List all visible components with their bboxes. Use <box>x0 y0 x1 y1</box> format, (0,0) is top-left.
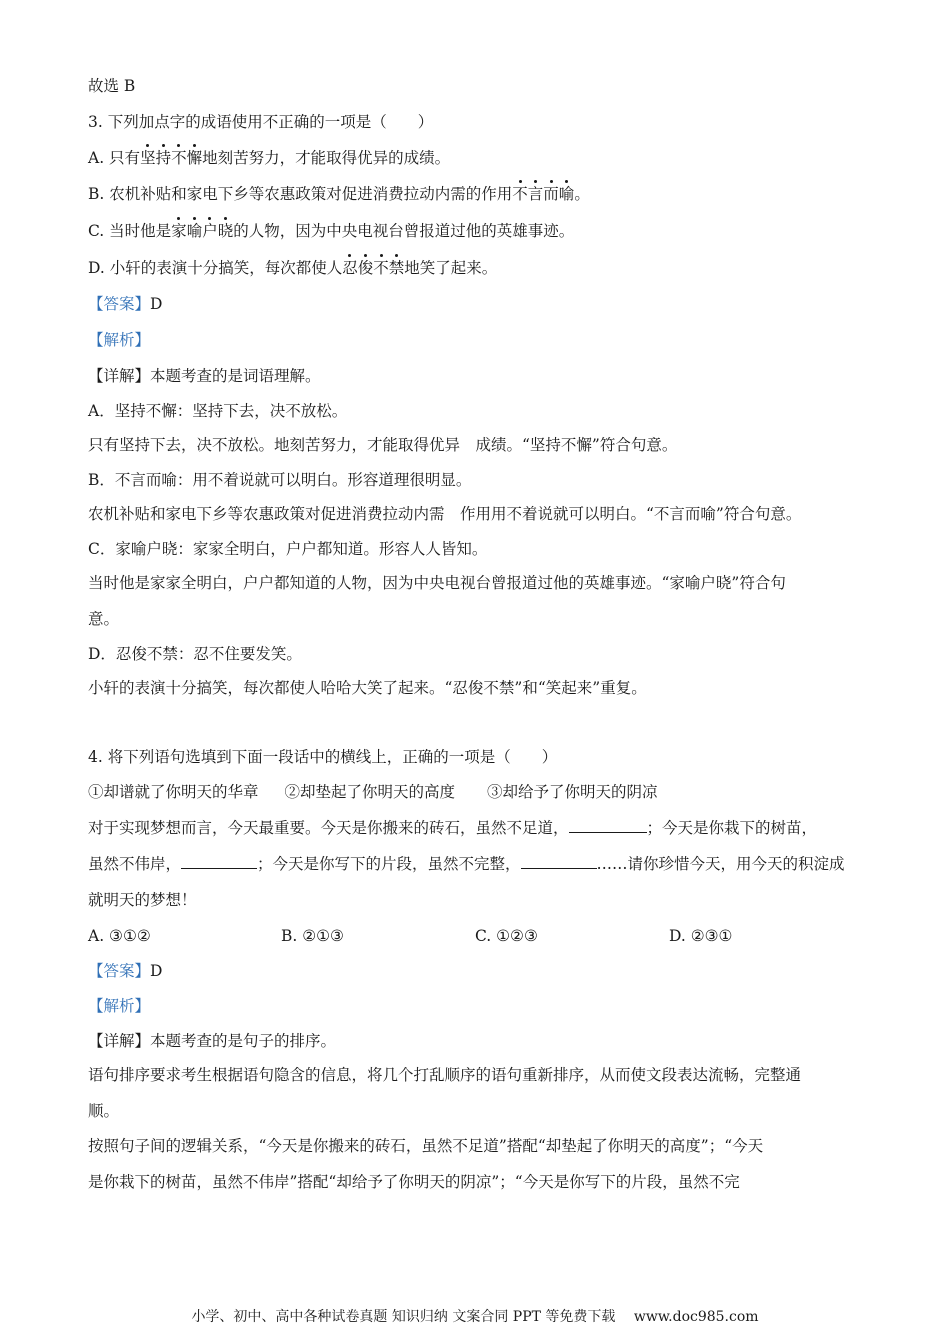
q3-explanation-line: D．忍俊不禁：忍不住要发笑。 <box>88 645 302 663</box>
q4-answer <box>88 960 162 982</box>
answer-label: 【答案】 <box>88 295 151 313</box>
q4-detail: 【详解】本题考查的是句子的排序。 <box>88 1032 337 1050</box>
q3-explanation-line: B．不言而喻：用不着说就可以明白。形容道理很明显。 <box>88 471 472 489</box>
q4-option-c: C. ①②③ <box>475 927 538 945</box>
previous-answer-tail: 故选 B <box>88 77 136 95</box>
q4-option-b: B. ②①③ <box>281 927 344 945</box>
dotted-character: 不 <box>171 149 187 167</box>
dotted-idiom <box>140 149 202 167</box>
dotted-character: 不 <box>373 259 389 277</box>
q4-option-a: A. ③①② <box>88 927 151 945</box>
q4-passage-line: 对于实现梦想而言，今天最重要。今天是你搬来的砖石，虽然不足道， ；今天是你栽下的树苗， <box>88 816 817 839</box>
answer-label: 【答案】 <box>88 962 151 980</box>
answer-value: D <box>150 295 163 313</box>
q4-sentence-3: ③却给予了你明天的阴凉 <box>487 783 658 801</box>
q3-analysis-label: 【解析】 <box>88 331 151 349</box>
q3-detail: 【详解】本题考查的是词语理解。 <box>88 367 321 385</box>
q3-answer <box>88 293 162 315</box>
dotted-character: 忍 <box>342 259 358 277</box>
dotted-character: 喻 <box>186 222 203 240</box>
dotted-idiom <box>512 185 574 203</box>
dotted-character: 晓 <box>217 222 234 240</box>
dotted-character: 不 <box>512 185 528 203</box>
q4-explanation-line: 按照句子间的逻辑关系，“今天是你搬来的砖石，虽然不足道”搭配“却垫起了你明天的高度”；“今天 <box>88 1137 764 1155</box>
fill-blank-1 <box>569 816 647 833</box>
q4-sentence-2: ②却垫起了你明天的高度 <box>284 783 456 801</box>
q3-option-a: A. 只有坚持不懈地刻苦努力，才能取得优异的成绩。 <box>88 149 451 167</box>
answer-value: D <box>150 962 163 980</box>
dotted-character: 喻 <box>558 185 575 203</box>
dotted-character: 禁 <box>388 259 405 277</box>
q3-explanation-line: A．坚持不懈：坚持下去，决不放松。 <box>88 402 348 420</box>
detail-label: 【详解】 <box>88 1032 151 1050</box>
detail-label: 【详解】 <box>88 367 151 385</box>
q4-passage-line: 虽然不伟岸， ；今天是你写下的片段，虽然不完整， ……请你珍惜今天，用今天的积淀成 <box>88 852 845 875</box>
q3-option-c: C. 当时他是家喻户晓的人物，因为中央电视台曾报道过他的英雄事迹。 <box>88 222 575 240</box>
dotted-character: 坚 <box>140 149 156 167</box>
q4-explanation-line: 是你栽下的树苗，虽然不伟岸”搭配“却给予了你明天的阴凉”；“今天是你写下的片段，虽然不完 <box>88 1173 740 1191</box>
q3-explanation-line: 只有坚持下去，决不放松。地刻苦努力，才能取得优异 成绩。“坚持不懈”符合句意。 <box>88 436 678 454</box>
dotted-character: 持 <box>155 149 172 167</box>
q3-explanation-line: 意。 <box>88 610 120 628</box>
fill-blank-2 <box>181 852 257 869</box>
dotted-character: 户 <box>202 222 218 240</box>
q4-explanation-line: 语句排序要求考生根据语句隐含的信息，将几个打乱顺序的语句重新排序，从而使文段表达流畅，完整通 <box>88 1066 802 1084</box>
dotted-idiom <box>342 259 404 277</box>
q4-option-d: D. ②③① <box>669 927 733 945</box>
dotted-character: 而 <box>543 185 559 203</box>
q4-sentence-options <box>88 781 658 803</box>
q3-explanation-line: 小轩的表演十分搞笑，每次都使人哈哈大笑了起来。“忍俊不禁”和“笑起来”重复。 <box>88 679 647 697</box>
dotted-character: 俊 <box>357 259 374 277</box>
q3-option-d: D. 小轩的表演十分搞笑，每次都使人忍俊不禁地笑了起来。 <box>88 259 498 277</box>
fill-blank-3 <box>521 852 597 869</box>
q3-explanation-line: 农机补贴和家电下乡等农惠政策对促进消费拉动内需 作用用不着说就可以明白。“不言而喻”符合句意。 <box>88 505 802 523</box>
dotted-idiom <box>171 222 233 240</box>
q3-stem: 3. 下列加点字的成语使用不正确的一项是（ ） <box>88 113 434 131</box>
q4-passage-line: 就明天的梦想！ <box>88 891 197 909</box>
dotted-character: 言 <box>527 185 544 203</box>
page-footer: 小学、初中、高中各种试卷真题 知识归纳 文案合同 PPT 等免费下载 www.doc985.com <box>191 1309 759 1325</box>
q4-explanation-line: 顺。 <box>88 1102 120 1120</box>
dotted-character: 家 <box>171 222 187 240</box>
q3-explanation-line: C．家喻户晓：家家全明白，户户都知道。形容人人皆知。 <box>88 540 488 558</box>
dotted-character: 懈 <box>186 149 203 167</box>
q3-explanation-line: 当时他是家家全明白，户户都知道的人物，因为中央电视台曾报道过他的英雄事迹。“家喻户晓”符合句 <box>88 574 786 592</box>
q4-analysis-label: 【解析】 <box>88 997 151 1015</box>
q3-option-b: B. 农机补贴和家电下乡等农惠政策对促进消费拉动内需的作用不言而喻。 <box>88 185 590 203</box>
q4-sentence-1: ①却谱就了你明天的华章 <box>88 783 259 801</box>
q4-stem: 4. 将下列语句选填到下面一段话中的横线上，正确的一项是（ ） <box>88 748 558 766</box>
